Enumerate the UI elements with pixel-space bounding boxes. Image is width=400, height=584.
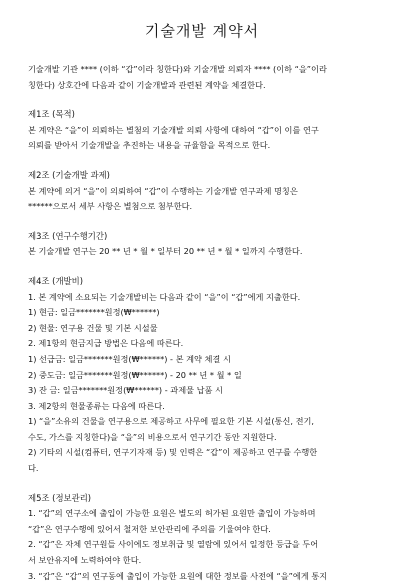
article-line: 1) “을”소유의 건물을 연구용으로 제공하고 사무에 필요한 기본 시설(통신, 전기, (28, 416, 314, 427)
article-heading: 제5조 (정보관리) (28, 492, 92, 503)
article-heading: 제1조 (목적) (28, 109, 75, 120)
article-line: 1. “갑”의 연구소에 출입이 가능한 요원은 별도의 허가된 요원만 출입이 가능하며 (28, 508, 316, 519)
article-line: 2) 현물: 연구용 건물 및 기본 시설물 (28, 322, 158, 333)
document-title: 기술개발 계약서 (144, 22, 260, 40)
article-line: 서 보안유지에 노력하여야 한다. (28, 555, 142, 566)
article-line: 3. “갑”은 “갑”의 연구동에 출입이 가능한 요원에 대한 정보를 사전에 “을”에게 통지 (28, 570, 328, 581)
article-line: 2) 중도금: 일금*******원정(₩******) - 20 ** 년 * 월 * 일 (28, 369, 242, 380)
article-line: 3) 잔 금: 일금*******원정(₩******) - 과제물 납품 시 (28, 385, 223, 396)
article-heading: 제2조 (기술개발 과제) (28, 169, 110, 180)
article-line: 2. 제1항의 현금지급 방법은 다음에 따른다. (28, 338, 184, 349)
article-line: 1) 선급금: 일금*******원정(₩******) - 본 계약 체결 시 (28, 353, 231, 364)
article-heading: 제4조 (개발비) (28, 275, 83, 286)
article-line: 본 계약에 의거 “을”이 의뢰하여 “갑”이 수행하는 기술개발 연구과제 명칭은 (28, 185, 298, 196)
article-5 (28, 491, 376, 584)
intro-line: 기술개발 기관 **** (이하 “갑”이라 칭한다)와 기술개발 의뢰자 **** (이하 “을”이라 (28, 64, 327, 74)
intro-paragraph (28, 62, 376, 93)
article-1 (28, 107, 376, 154)
article-3 (28, 229, 376, 260)
article-heading: 제3조 (연구수행기간) (28, 230, 108, 241)
article-line: ******으로서 세부 사항은 별첨으로 첨부한다. (28, 201, 193, 212)
article-line: 3. 제2항의 현물종류는 다음에 따른다. (28, 400, 165, 411)
article-line: 2. “갑”은 자체 연구원들 사이에도 정보취급 및 열람에 있어서 일정한 등급을 두어 (28, 539, 319, 550)
article-4 (28, 274, 376, 477)
article-line: “갑”은 연구수행에 있어서 철저한 보안관리에 주의를 기울여야 한다. (28, 523, 271, 534)
article-line: 수도, 가스를 지칭한다)을 “을”의 비용으로서 연구기간 동안 지원한다. (28, 431, 277, 442)
intro-line: 칭한다) 상호간에 다음과 같이 기술개발과 관련된 계약을 체결한다. (28, 79, 266, 90)
article-line: 다. (28, 463, 39, 474)
article-line: 본 기술개발 연구는 20 ** 년 * 월 * 일부터 20 ** 년 * 월 * 일까지 수행한다. (28, 246, 303, 257)
article-line: 2) 기타의 시설(컴퓨터, 연구기자재 등) 및 인력은 “갑”이 제공하고 연구를 수행한 (28, 447, 318, 458)
article-line: 1) 현금: 일금*******원정(₩******) (28, 307, 160, 318)
article-line: 의뢰를 받아서 기술개발을 추진하는 내용을 규율함을 목적으로 한다. (28, 140, 271, 151)
article-2 (28, 168, 376, 215)
article-line: 1. 본 계약에 소요되는 기술개발비는 다음과 같이 “을”이 “갑”에게 지출한다. (28, 291, 301, 302)
article-line: 본 계약은 “을”이 의뢰하는 별첨의 기술개발 의뢰 사항에 대하여 “갑”이 이를 연구 (28, 124, 319, 135)
